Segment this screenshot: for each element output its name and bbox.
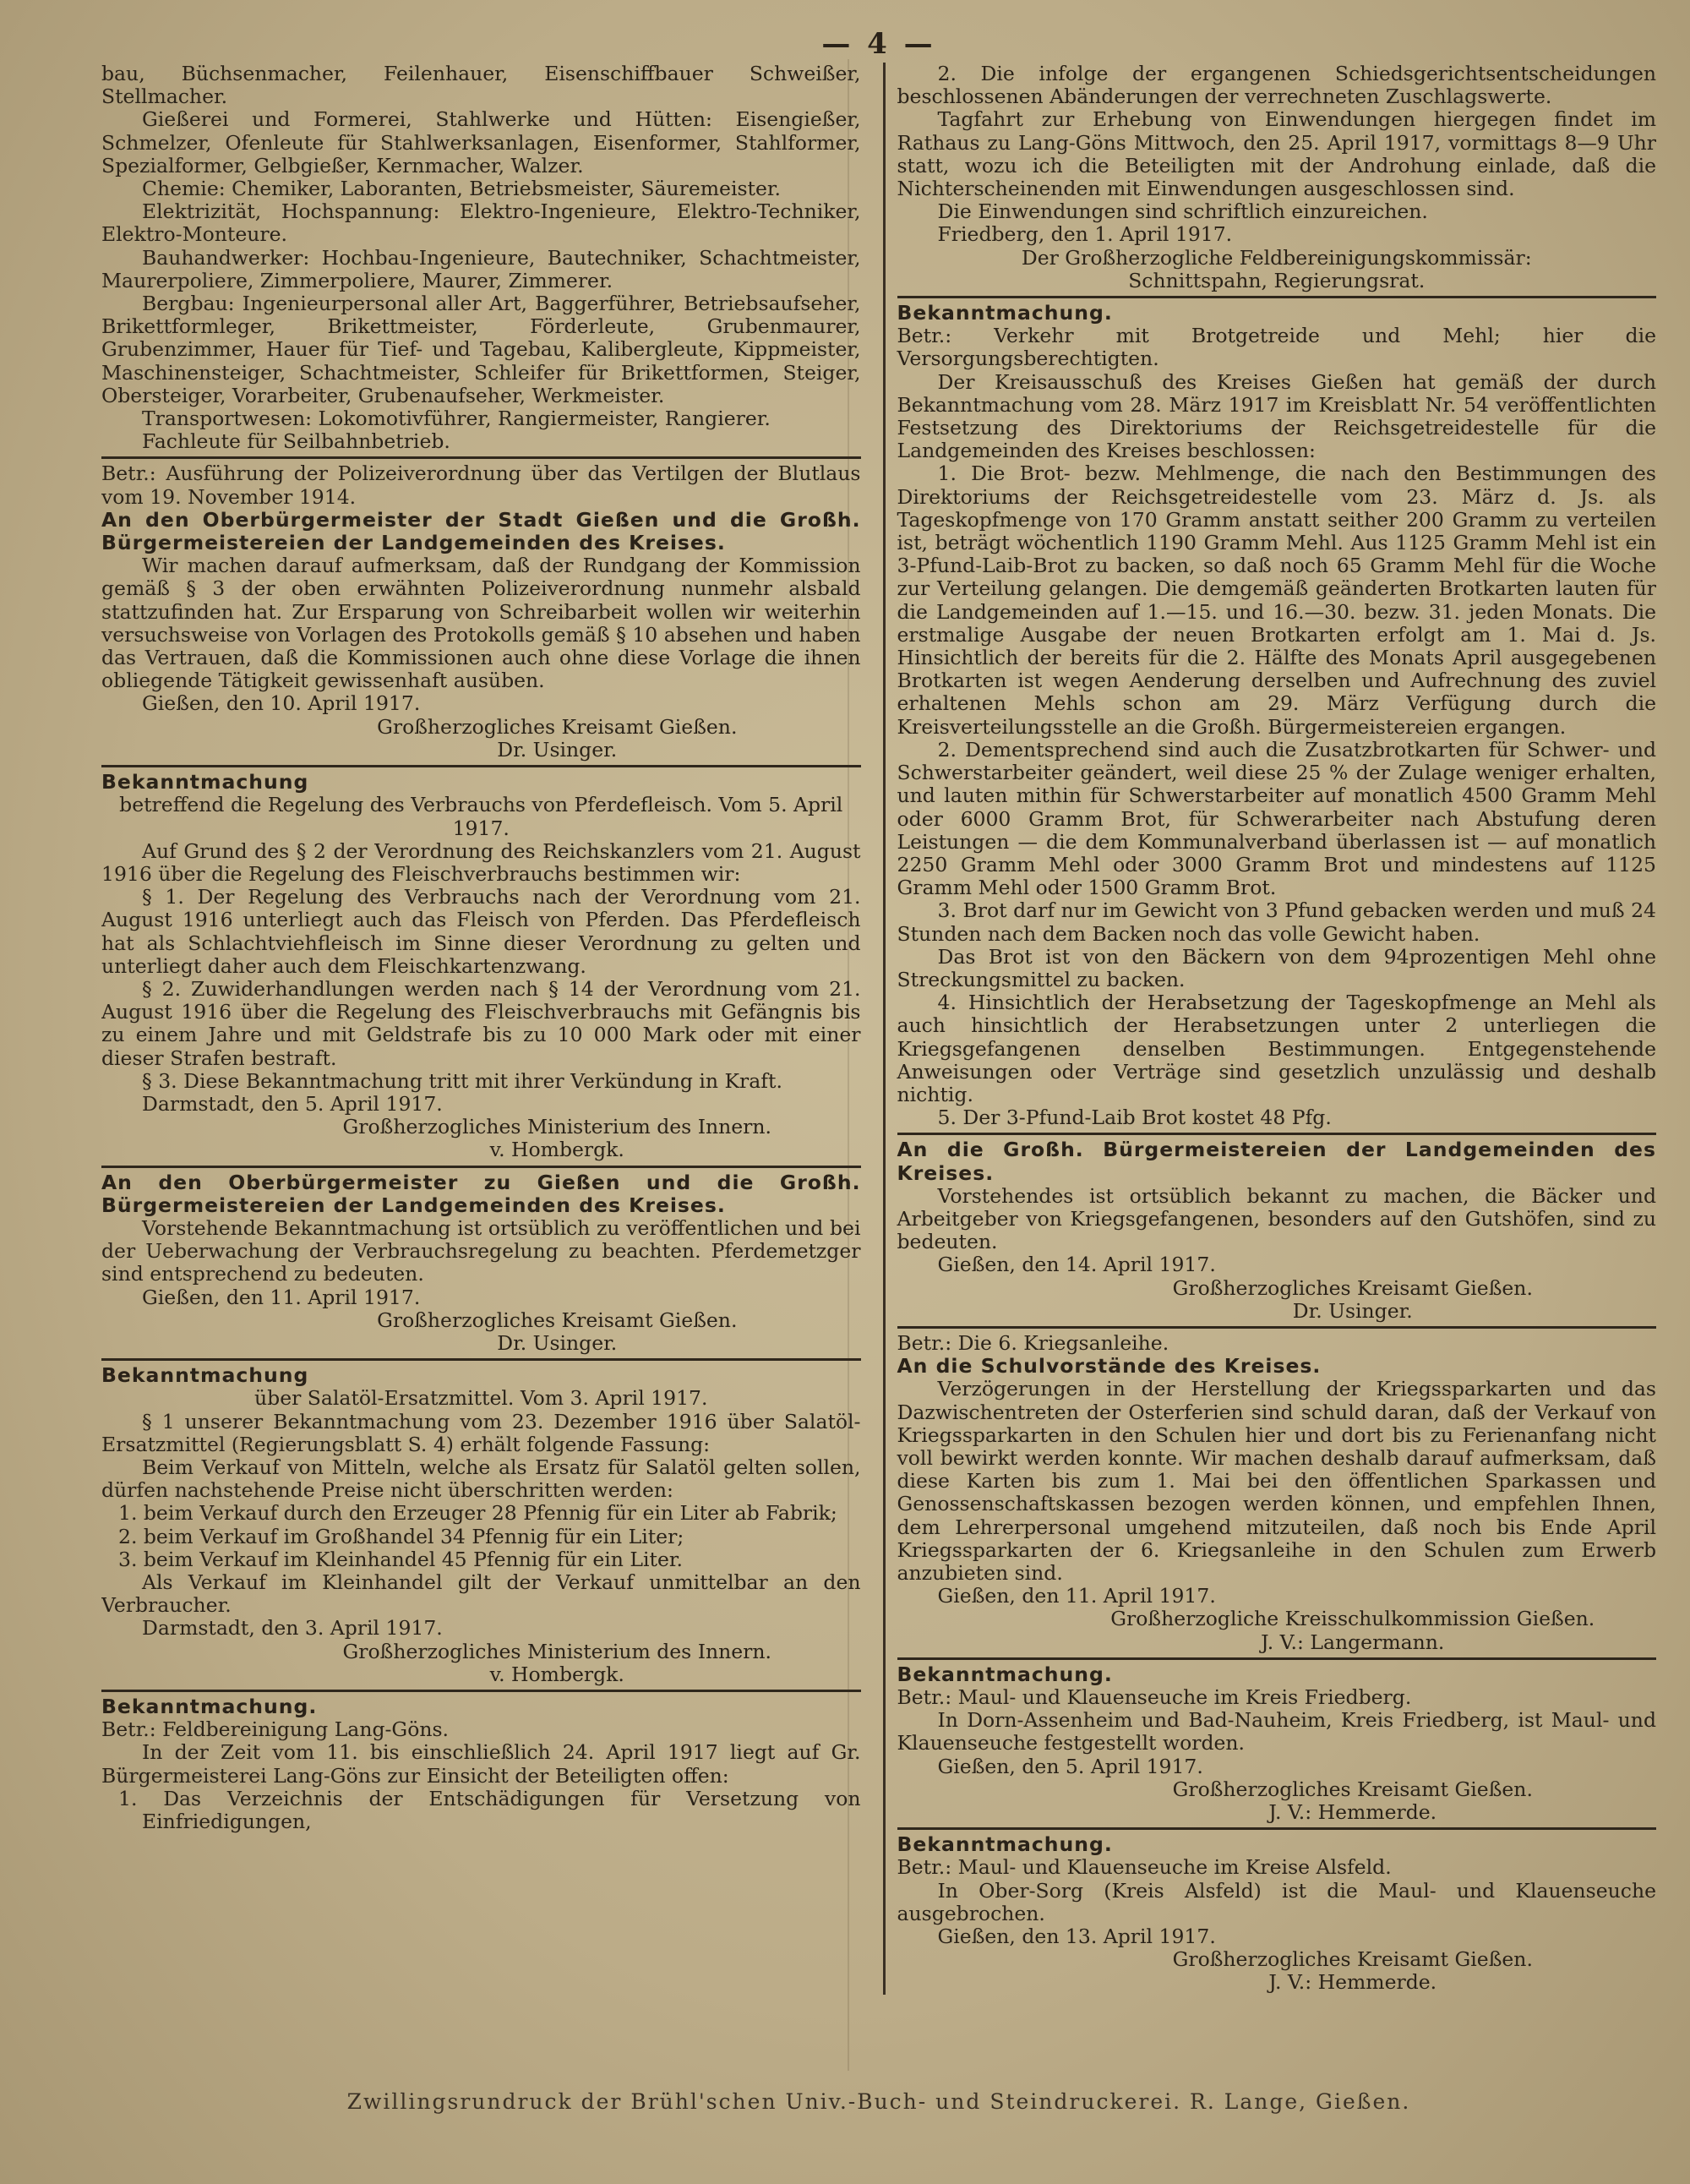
divider — [897, 1827, 1657, 1830]
notice-date: Gießen, den 11. April 1917. — [937, 1584, 1216, 1608]
notice-body: § 1 unserer Bekanntmachung vom 23. Dezember 1916 über Salatöl-Ersatzmittel (Regierungsblatt S. 4) erhält folgende Fassung: — [101, 1409, 861, 1456]
divider — [897, 296, 1657, 298]
occupation-mining: Bergbau: Ingenieurpersonal aller Art, Baggerführer, Betriebsaufseher, Brikettformleger, Brikettmeister, Förderleute, Grubenmaurer, Grubenzimmer, Hauer für Tief- und Tagebau, Kalibergleute, Kippmeister, Maschinensteiger, Schachtmeister, Schleifer für Brikettformen, Steiger, Obersteiger, Vorarbeiter, Grubenaufseher, Werkmeister. — [101, 292, 861, 407]
notice-authority: Großherzogliches Ministerium des Innern. — [342, 1639, 772, 1663]
divider — [101, 765, 861, 767]
notice-heading: Bekanntmachung. — [897, 301, 1113, 325]
notice-date: Darmstadt, den 3. April 1917. — [142, 1616, 443, 1641]
occupation-transport: Transportwesen: Lokomotivführer, Rangiermeister, Rangierer. — [142, 407, 771, 431]
price-item: 3. beim Verkauf im Kleinhandel 45 Pfennig für ein Liter. — [118, 1547, 683, 1571]
notice-paragraph: § 2. Zuwiderhandlungen werden nach § 14 der Verordnung vom 21. August 1916 über die Regelung des Fleischverbrauchs mit Gefängnis bis zu einem Jahre und mit Geldstrafe bis zu 10 000 Mark oder mit einer dieser Strafen bestraft. — [101, 976, 861, 1070]
notice-authority: Großherzogliches Kreisamt Gießen. — [377, 714, 738, 739]
notice-signature: Dr. Usinger. — [497, 1330, 618, 1355]
notice-heading: Bekanntmachung. — [897, 1832, 1113, 1857]
notice-body: Wir machen darauf aufmerksam, daß der Rundgang der Kommission gemäß § 3 der oben erwähnten Polizeiverordnung nunmehr alsbald stattzufinden hat. Zur Ersparung von Schreibarbeit wollen wir weiterhin versuchsweise von Vorlagen des Protokolls gemäß § 10 absehen und haben das Vertrauen, daß die Kommissionen auch ohne diese Vorlage die ihnen obliegende Tätigkeit gewissenhaft ausüben. — [101, 554, 861, 693]
divider — [897, 1133, 1657, 1135]
notice-paragraph: Beim Verkauf von Mitteln, welche als Ersatz für Salatöl gelten sollen, dürfen nachstehende Preise nicht überschritten werden: — [101, 1455, 861, 1503]
notice-signature: J. V.: Langermann. — [1261, 1630, 1445, 1654]
occupation-electricity: Elektrizität, Hochspannung: Elektro-Ingenieure, Elektro-Techniker, Elektro-Monteure. — [101, 199, 861, 247]
notice-heading: Bekanntmachung — [101, 1363, 309, 1388]
notice-body: In Dorn-Assenheim und Bad-Nauheim, Kreis Friedberg, ist Maul- und Klauenseuche festgestellt worden. — [897, 1708, 1656, 1755]
notice-signature: Dr. Usinger. — [1292, 1298, 1413, 1323]
notice-paragraph: 2. Dementsprechend sind auch die Zusatzbrotkarten für Schwer- und Schwerstarbeiter geändert, weil diese 25 % der Zulage weniger erhalten, und lauten mithin für Schwerstarbeiter auf monatlich 4500 Gramm Mehl oder 6000 Gramm Brot, für Schwerarbeiter nach Abstufung deren Leistungen — die dem Kommunalverband überlassen ist — auf monatlich 2250 Gramm Mehl oder 3000 Gramm Brot und mindestens auf 1125 Gramm Mehl oder 1500 Gramm Brot. — [897, 737, 1656, 900]
divider — [101, 456, 861, 459]
columns — [101, 63, 1656, 1995]
price-item: 1. beim Verkauf durch den Erzeuger 28 Pfennig für ein Liter ab Fabrik; — [118, 1501, 837, 1526]
list-item: 2. Die infolge der ergangenen Schiedsgerichtsentscheidungen beschlossenen Abänderungen der verrechneten Zuschlagswerte. — [897, 63, 1656, 109]
notice-signature: v. Hombergk. — [489, 1662, 624, 1686]
notice-subject: Betr.: Maul- und Klauenseuche im Kreis Friedberg. — [897, 1685, 1412, 1710]
occupation-foundry: Gießerei und Formerei, Stahlwerke und Hütten: Eisengießer, Schmelzer, Ofenleute für Stahlwerksanlagen, Eisenformer, Stahlformer, Spezialformer, Gelbgießer, Kernmacher, Walzer. — [101, 107, 861, 177]
notice-body: In der Zeit vom 11. bis einschließlich 24. April 1917 liegt auf Gr. Bürgermeisterei Lang-Göns zur Einsicht der Beteiligten offen: — [101, 1740, 861, 1788]
notice-body: Auf Grund des § 2 der Verordnung des Reichskanzlers vom 21. August 1916 über die Regelung des Fleischverbrauchs bestimmen wir: — [101, 838, 861, 886]
notice-heading: An die Großh. Bürgermeistereien der Landgemeinden des Kreises. — [897, 1138, 1656, 1185]
notice-authority: Großherzogliches Kreisamt Gießen. — [1172, 1947, 1533, 1972]
notice-paragraph: 5. Der 3-Pfund-Laib Brot kostet 48 Pfg. — [937, 1106, 1332, 1130]
notice-body: Vorstehendes ist ortsüblich bekannt zu machen, die Bäcker und Arbeitgeber von Kriegsgefangenen, besonders auf den Gutshöfen, sind zu bedeuten. — [897, 1183, 1656, 1254]
left-column — [101, 63, 861, 1995]
notice-heading: Bekanntmachung. — [897, 1662, 1113, 1686]
notice-heading: Bekanntmachung. — [101, 1695, 318, 1719]
notice-authority: Großherzogliche Kreisschulkommission Gießen. — [1110, 1607, 1595, 1631]
occupation-list-continued: bau, Büchsenmacher, Feilenhauer, Eisenschiffbauer Schweißer, Stellmacher. — [101, 63, 861, 109]
page-fold-shadow — [848, 59, 849, 2071]
notice-paragraph: § 3. Diese Bekanntmachung tritt mit ihrer Verkündung in Kraft. — [142, 1068, 782, 1093]
notice-body: Tagfahrt zur Erhebung von Einwendungen hiergegen findet im Rathaus zu Lang-Göns Mittwoch, den 25. April 1917, vormittags 8—9 Uhr statt, wozu ich die Beteiligten mit der Androhung einlade, daß die Nichterscheinenden mit Einwendungen ausgeschlossen sind. — [897, 107, 1656, 201]
occupation-cableway: Fachleute für Seilbahnbetrieb. — [142, 429, 450, 454]
divider — [897, 1657, 1657, 1660]
notice-heading: An den Oberbürgermeister der Stadt Gießen und die Großh. Bürgermeistereien der Landgemeinden des Kreises. — [101, 507, 861, 555]
notice-body: In Ober-Sorg (Kreis Alsfeld) ist die Maul- und Klauenseuche ausgebrochen. — [897, 1878, 1656, 1925]
notice-date: Gießen, den 13. April 1917. — [937, 1925, 1216, 1949]
notice-heading: An den Oberbürgermeister zu Gießen und die Großh. Bürgermeistereien der Landgemeinden des Kreises. — [101, 1170, 861, 1217]
notice-subject: Betr.: Die 6. Kriegsanleihe. — [897, 1330, 1169, 1355]
notice-heading: Bekanntmachung — [101, 770, 309, 794]
notice-paragraph: 1. Die Brot- bezw. Mehlmenge, die nach den Bestimmungen des Direktoriums der Reichsgetreidestelle vom 23. März d. Js. als Tageskopfmenge von 170 Gramm anstatt seither 200 Gramm zu verteilen ist, beträgt wöchentlich 1190 Gramm Mehl. Aus 1125 Gramm Mehl ist ein 3-Pfund-Laib-Brot zu backen, so daß noch 65 Gramm Mehl für die Woche zur Verteilung gelangen. Die demgemäß geänderten Brotkarten lauten für die Landgemeinden auf 1.—15. und 16.—30. bezw. 31. jeden Monats. Die erstmalige Ausgabe der neuen Brotkarten erfolgt am 1. Mai d. Js. Hinsichtlich der bereits für die 2. Hälfte des Monats April ausgegebenen Brotkarten ist wegen Aenderung derselben und Aufrechnung des zuviel erhaltenen Mehls schon am 29. März Verfügung durch die Kreisverteilungsstelle an die Großh. Bürgermeistereien ergangen. — [897, 461, 1656, 739]
notice-authority: Großherzogliches Ministerium des Innern. — [342, 1115, 772, 1139]
divider — [101, 1358, 861, 1361]
notice-authority: Großherzogliches Kreisamt Gießen. — [377, 1308, 738, 1332]
notice-subject-blutlaus: Betr.: Ausführung der Polizeiverordnung über das Vertilgen der Blutlaus vom 19. November 1914. — [101, 461, 861, 509]
notice-paragraph: Als Verkauf im Kleinhandel gilt der Verkauf unmittelbar an den Verbraucher. — [101, 1570, 861, 1618]
notice-paragraph: § 1. Der Regelung des Verbrauchs nach der Verordnung vom 21. August 1916 unterliegt auch das Fleisch von Pferden. Das Pferdefleisch hat als Schlachtviehfleisch im Sinne dieser Verordnung zu gelten und unterliegt daher auch dem Fleischkartenzwang. — [101, 885, 861, 978]
page-number: — 4 — — [821, 27, 936, 61]
printer-imprint: Zwillingsrundruck der Brühl'schen Univ.-Buch- und Steindruckerei. R. Lange, Gießen. — [346, 2089, 1411, 2114]
notice-date: Friedberg, den 1. April 1917. — [937, 222, 1233, 247]
notice-subject: Betr.: Feldbereinigung Lang-Göns. — [101, 1717, 450, 1742]
notice-subject: Betr.: Maul- und Klauenseuche im Kreise Alsfeld. — [897, 1855, 1392, 1880]
notice-authority: Großherzogliches Kreisamt Gießen. — [1172, 1275, 1533, 1300]
notice-subtitle: über Salatöl-Ersatzmittel. Vom 3. April 1917. — [254, 1386, 708, 1411]
right-column — [883, 63, 1657, 1995]
notice-signature: v. Hombergk. — [489, 1138, 624, 1162]
notice-date: Gießen, den 5. April 1917. — [937, 1754, 1203, 1778]
notice-paragraph: Das Brot ist von den Bäckern von dem 94prozentigen Mehl ohne Streckungsmittel zu backen. — [897, 944, 1656, 991]
notice-date: Gießen, den 10. April 1917. — [142, 691, 421, 716]
occupation-chemistry: Chemie: Chemiker, Laboranten, Betriebsmeister, Säuremeister. — [142, 177, 782, 201]
notice-signature: Dr. Usinger. — [497, 737, 618, 762]
divider — [897, 1326, 1657, 1329]
notice-paragraph: 4. Hinsichtlich der Herabsetzung der Tageskopfmenge an Mehl als auch hinsichtlich der Herabsetzungen unter 2 unterliegen die Kriegsgefangenen denselben Bestimmungen. Entgegenstehende Anweisungen oder Verträge sind gesetzlich unzulässig und deshalb nichtig. — [897, 991, 1656, 1106]
notice-authority: Der Großherzogliche Feldbereinigungskommissär: — [1021, 245, 1532, 270]
notice-body: Verzögerungen in der Herstellung der Kriegssparkarten und das Dazwischentreten der Osterferien sind schuld daran, daß der Verkauf von Kriegssparkarten in den Schulen hier und dort bis zu Ferienanfang nicht voll bewirkt werden konnte. Wir machen deshalb darauf aufmerksam, daß diese Karten bis zum 1. Mai bei den öffentlichen Sparkassen und Genossenschaftskassen bezogen werden können, und empfehlen Ihnen, dem Lehrerpersonal umgehend mitzuteilen, daß noch bis Ende April Kriegssparkarten der 6. Kriegsanleihe in den Schulen zum Erwerb anzubieten sind. — [897, 1377, 1656, 1585]
notice-heading: An die Schulvorstände des Kreises. — [897, 1354, 1322, 1379]
list-item: 1. Das Verzeichnis der Entschädigungen für Versetzung von Einfriedigungen, — [118, 1786, 861, 1834]
notice-paragraph: Die Einwendungen sind schriftlich einzureichen. — [937, 199, 1428, 224]
notice-signature: J. V.: Hemmerde. — [1268, 1800, 1437, 1825]
divider — [101, 1166, 861, 1168]
notice-signature: J. V.: Hemmerde. — [1268, 1970, 1437, 1995]
divider — [101, 1690, 861, 1692]
notice-date: Darmstadt, den 5. April 1917. — [142, 1091, 443, 1116]
notice-subject: Betr.: Verkehr mit Brotgetreide und Mehl; hier die Versorgungsberechtigten. — [897, 324, 1656, 371]
notice-subtitle: betreffend die Regelung des Verbrauchs von Pferdefleisch. Vom 5. April 1917. — [119, 793, 843, 840]
notice-body: Vorstehende Bekanntmachung ist ortsüblich zu veröffentlichen und bei der Ueberwachung der Verbrauchsregelung zu beachten. Pferdemetzger sind entsprechend zu bedeuten. — [101, 1215, 861, 1286]
notice-paragraph: 3. Brot darf nur im Gewicht von 3 Pfund gebacken werden und muß 24 Stunden nach dem Backen noch das volle Gewicht haben. — [897, 898, 1656, 946]
notice-date: Gießen, den 14. April 1917. — [937, 1253, 1216, 1277]
notice-body: Der Kreisausschuß des Kreises Gießen hat gemäß der durch Bekanntmachung vom 28. März 1917 im Kreisblatt Nr. 54 veröffentlichten Festsetzung des Direktoriums der Reichsgetreidestelle für die Landgemeinden des Kreises beschlossen: — [897, 369, 1656, 463]
occupation-construction: Bauhandwerker: Hochbau-Ingenieure, Bautechniker, Schachtmeister, Maurerpoliere, Zimmerpoliere, Maurer, Zimmerer. — [101, 245, 861, 292]
notice-date: Gießen, den 11. April 1917. — [142, 1285, 421, 1309]
notice-signature: Schnittspahn, Regierungsrat. — [1128, 268, 1426, 292]
price-item: 2. beim Verkauf im Großhandel 34 Pfennig für ein Liter; — [118, 1524, 684, 1548]
notice-authority: Großherzogliches Kreisamt Gießen. — [1172, 1777, 1533, 1801]
